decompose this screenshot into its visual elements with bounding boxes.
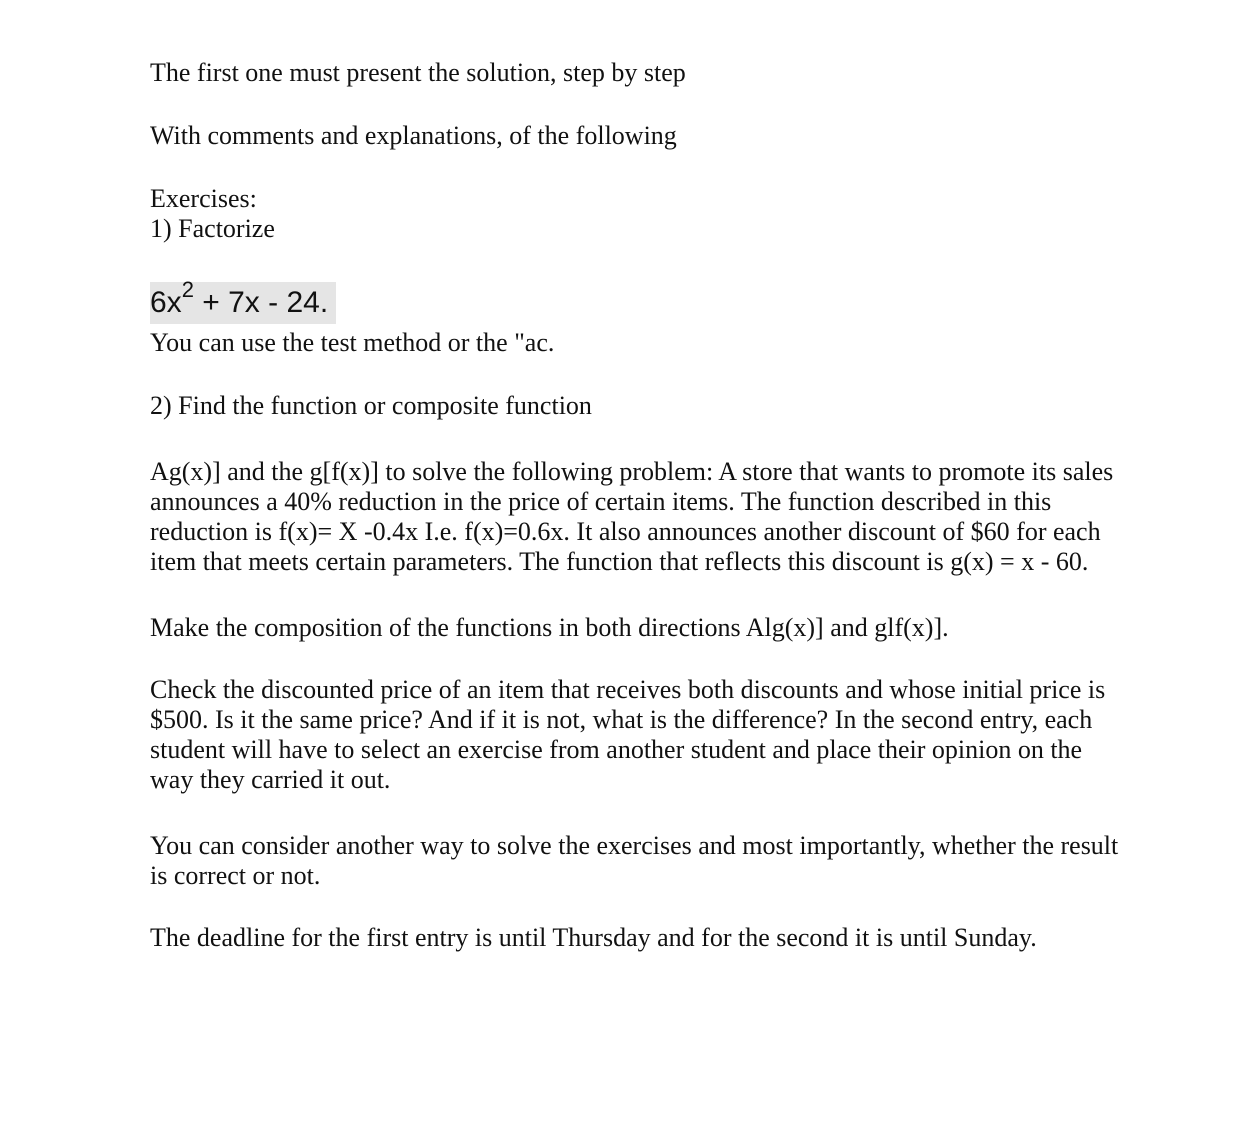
check-paragraph: Check the discounted price of an item that receives both discounts and whose initial price is $500. Is it the same price? And if it is not, what is the difference? In the second entry, each student will have to select an exercise from another student and place their opinion on the way they carried it out. — [150, 675, 1106, 794]
consider-paragraph: You can consider another way to solve the exercises and most importantly, whether the result is correct or not. — [150, 831, 1119, 890]
factorize-formula — [150, 277, 336, 324]
problem-paragraph: Ag(x)] and the g[f(x)] to solve the following problem: A store that wants to promote its sales announces a 40% reduction in the price of certain items. The function described in this reduction is f(x)= X -0.4x I.e. f(x)=0.6x. It also announces another discount of $60 for each item that meets certain parameters. The function that reflects this discount is g(x) = x - 60. — [150, 457, 1114, 576]
intro-line-1: The first one must present the solution, step by step — [150, 58, 686, 87]
formula-exponent: 2 — [181, 277, 194, 302]
formula-block — [150, 277, 1125, 324]
deadline-paragraph: The deadline for the first entry is until Thursday and for the second it is until Sunday. — [150, 923, 1037, 952]
exercises-heading: Exercises: — [150, 184, 257, 213]
composition-paragraph: Make the composition of the functions in both directions Alg(x)] and glf(x)]. — [150, 613, 949, 642]
exercise-1-title: 1) Factorize — [150, 214, 275, 243]
method-note: You can use the test method or the "ac. — [150, 328, 555, 357]
formula-rest: + 7x - 24. — [193, 286, 329, 319]
intro-line-2: With comments and explanations, of the following — [150, 121, 677, 150]
formula-base: 6x — [150, 286, 182, 319]
document-body — [150, 58, 1125, 953]
exercise-2-title: 2) Find the function or composite function — [150, 391, 592, 420]
